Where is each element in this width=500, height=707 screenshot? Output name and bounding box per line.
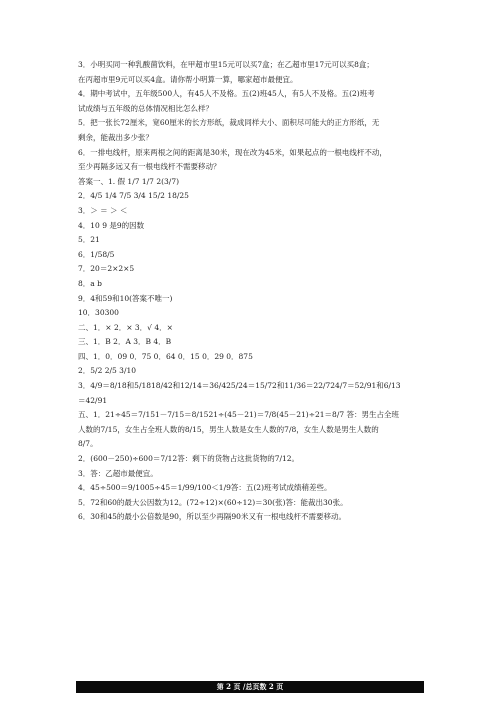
answer-5-1-line-3: 8/7。 [78, 439, 98, 449]
answer-4-2: 2．5/2 2/5 3/10 [78, 366, 137, 376]
problem-5-line-1: 5．把一张长72厘米，宽60厘米的长方形纸，裁成同样大小、面积尽可能大的正方形纸，无 [78, 118, 380, 128]
problem-6-line-1: 6．一排电线杆，原来两根之间的距离是30米，现在改为45米，如果起点的一根电线杆不动， [78, 147, 387, 157]
problem-5-line-2: 剩余，能裁出多少张？ [78, 132, 153, 142]
answer-3: 三、1．B 2．A 3．B 4．B [78, 337, 172, 347]
answer-1-7: 7．20＝2×2×5 [78, 264, 135, 274]
answer-1-8: 8．a b [78, 278, 102, 288]
answer-1-5: 5．21 [78, 235, 100, 245]
document-body [78, 58, 422, 525]
problem-6-line-2: 至少再隔多远又有一根电线杆不需要移动？ [78, 162, 221, 172]
answer-5-5: 5．72和60的最大公因数为12。(72÷12)×(60÷12)＝30(张)答：能裁出30张。 [78, 497, 348, 507]
answer-5-3: 3．答：乙超市最便宜。 [78, 468, 158, 478]
page-footer-bar [76, 681, 424, 693]
problem-4-line-2: 试成绩与五年级的总体情况相比怎么样？ [78, 103, 213, 113]
answer-1-10: 10．30300 [78, 308, 119, 318]
page-number-footer: 第 2 页 /总页数 2 页 [216, 682, 284, 691]
answer-2: 二、1．× 2．× 3．√ 4．× [78, 322, 173, 332]
answer-4-1: 四、1．0．09 0．75 0．64 0．15 0．29 0．875 [78, 351, 253, 361]
answer-5-2: 2．(600－250)÷600＝7/12答：剩下的货物占这批货物的7/12。 [78, 454, 300, 464]
answer-1-3: 3．＞ ＝ ＞ ＜ [78, 205, 128, 215]
answer-1-9: 9．4和59和10(答案不唯一) [78, 293, 173, 303]
answer-4-3-line-1: 3．4/9＝8/18和5/1818/42和12/14＝36/425/24＝15/72和11/36＝22/724/7＝52/91和6/13 [78, 381, 401, 391]
answer-4-3-line-2: ＝42/91 [78, 395, 108, 405]
problem-4-line-1: 4．期中考试中，五年级500人，有45人不及格。五(2)班45人，有5人不及格。五(2)班考 [78, 89, 375, 99]
answer-5-4: 4．45÷500＝9/1005÷45＝1/99/100＜1/9答：五(2)班考试成绩稍差些。 [78, 483, 332, 493]
answer-1-6: 6．1/58/5 [78, 249, 115, 259]
answer-5-1-line-1: 五、1．21÷45＝7/151－7/15＝8/1521÷(45－21)＝7/8(45－21)÷21＝8/7 答：男生占全班 [78, 410, 399, 420]
answer-5-1-line-2: 人数的7/15，女生占全班人数的8/15，男生人数是女生人数的7/8，女生人数是男生人数的 [78, 424, 379, 434]
answer-1-1: 答案一、1. 假 1/7 1/7 2(3/7) [78, 176, 180, 186]
answer-1-2: 2．4/5 1/4 7/5 3/4 15/2 18/25 [78, 191, 189, 201]
problem-3-line-2: 在丙超市里9元可以买4盒。请你帮小明算一算，哪家超市最便宜。 [78, 74, 298, 84]
answer-1-4: 4．10 9 是9的因数 [78, 220, 145, 230]
problem-3-line-1: 3．小明买同一种乳酸菌饮料，在甲超市里15元可以买7盒；在乙超市里17元可以买8盒； [78, 60, 374, 69]
answer-5-6: 6．30和45的最小公倍数是90，所以至少再隔90米又有一根电线杆不需要移动。 [78, 512, 346, 522]
